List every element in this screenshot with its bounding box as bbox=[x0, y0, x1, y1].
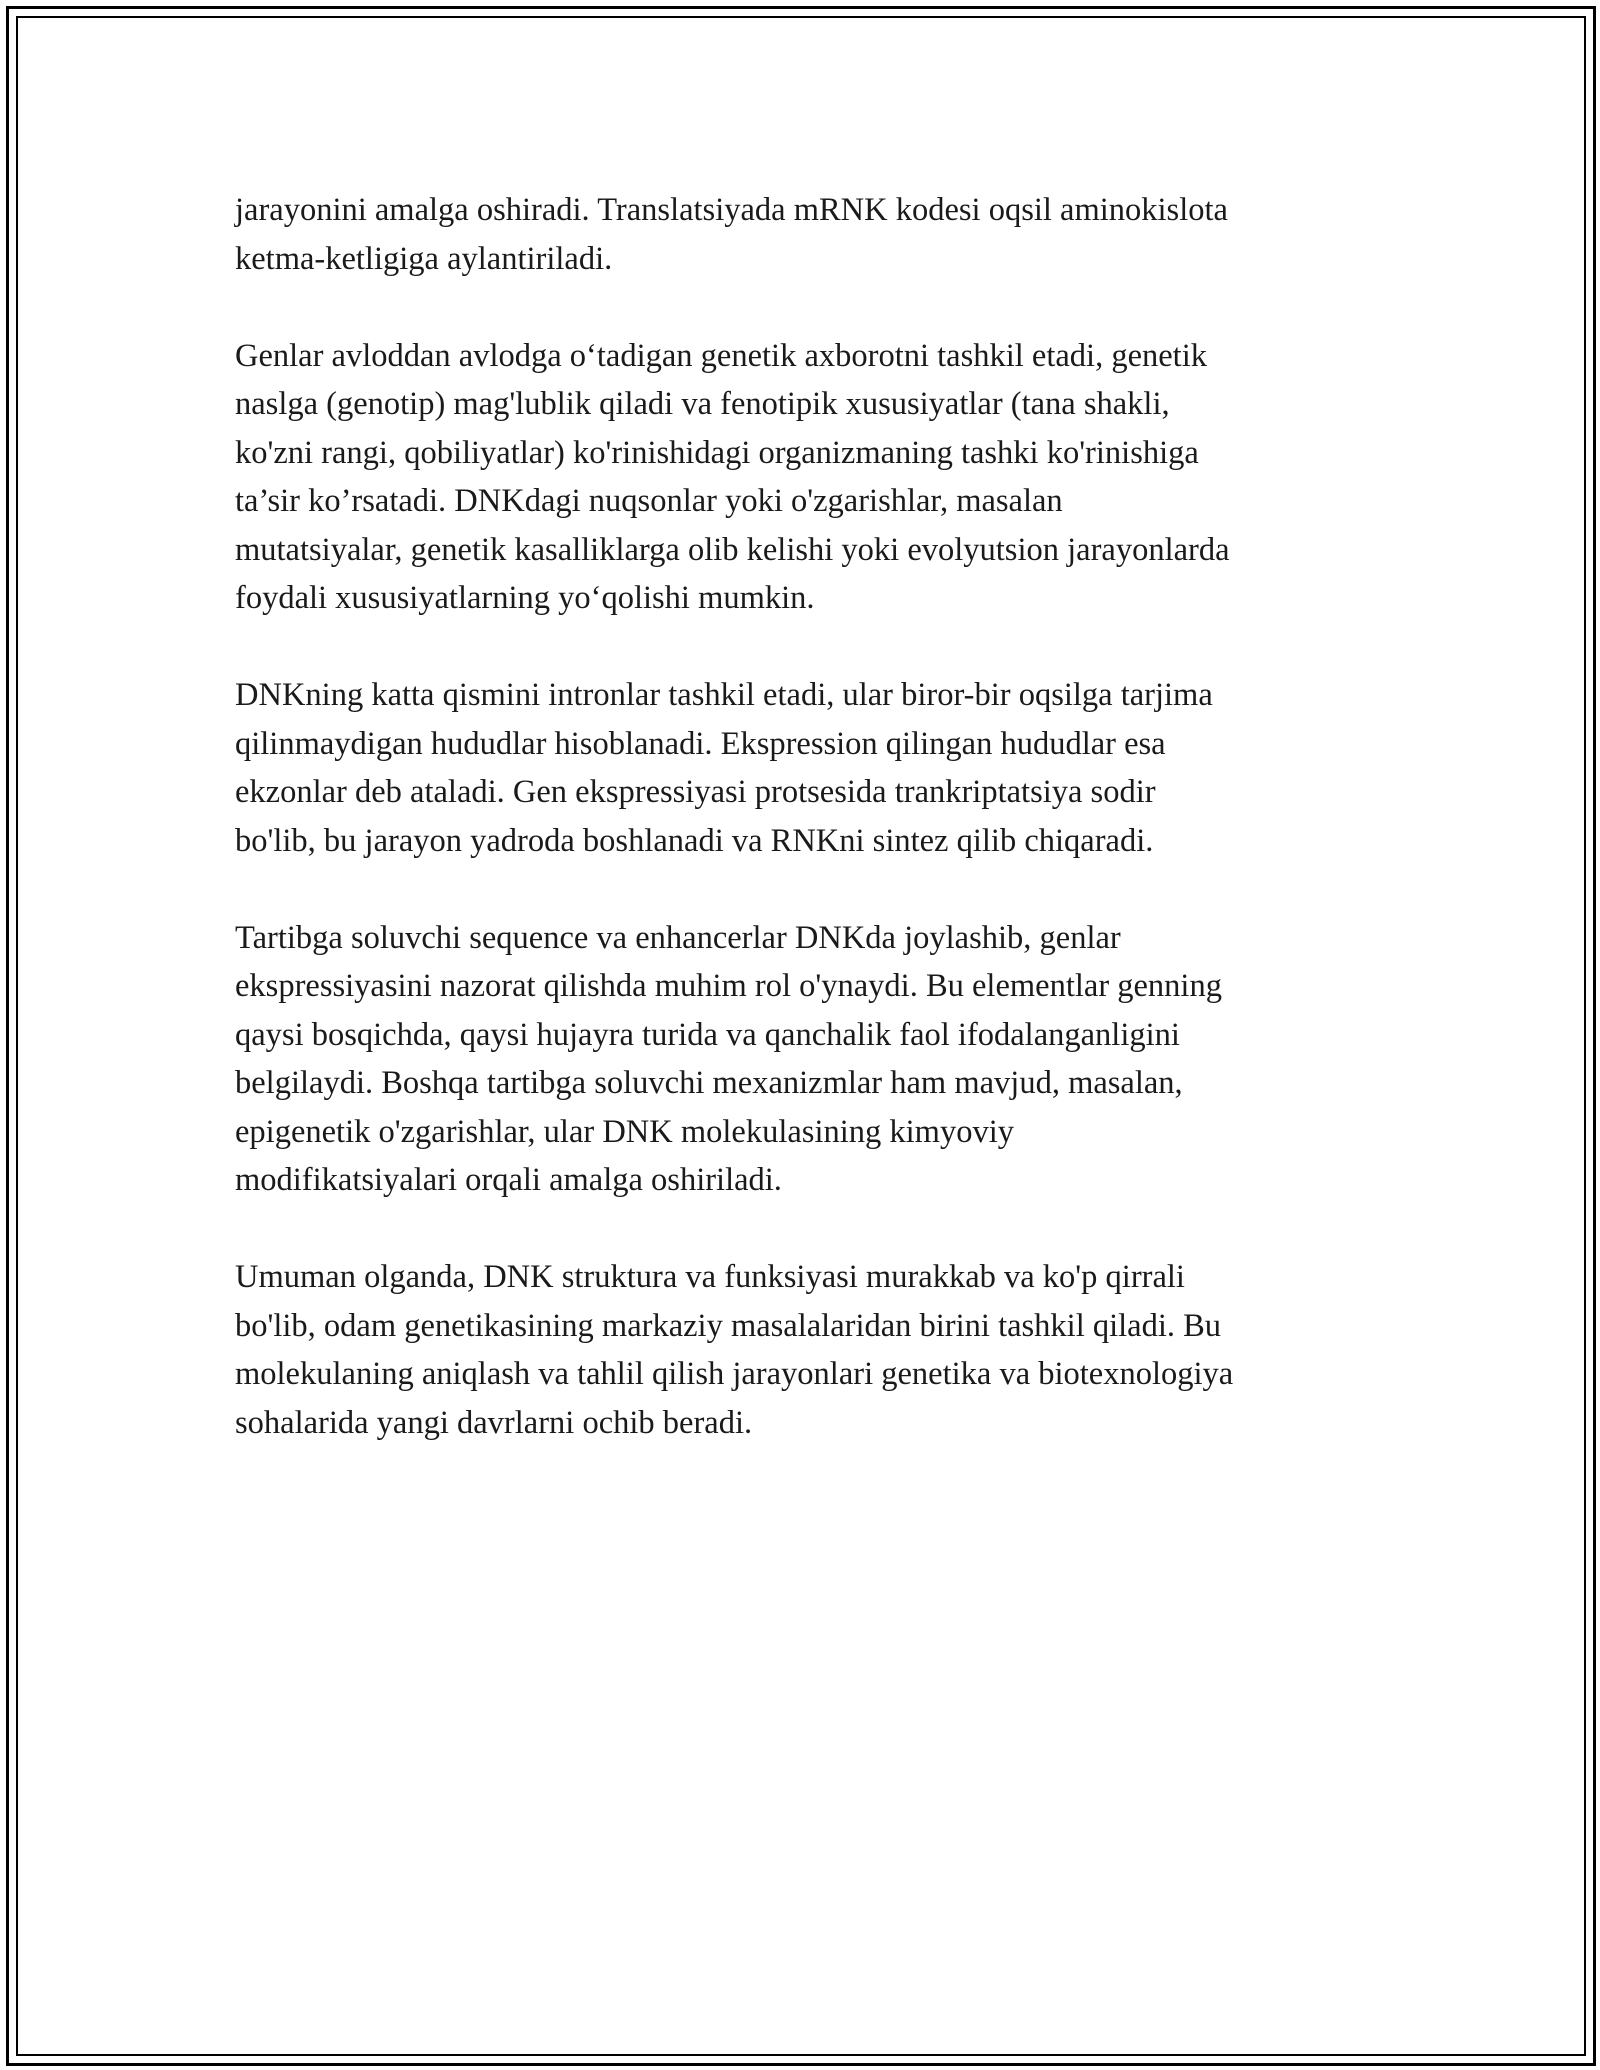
text-line: ekzonlar deb ataladi. Gen ekspressiyasi protsesida trankriptatsiya sodir bbox=[235, 774, 1156, 810]
text-line: ketma-ketligiga aylantiriladi. bbox=[235, 240, 613, 277]
text-line: qilinmaydigan hududlar hisoblanadi. Ekspression qilingan hududlar esa bbox=[235, 725, 1166, 762]
text-line: Umuman olganda, DNK struktura va funksiyasi murakkab va ko'p qirrali bbox=[235, 1259, 1185, 1295]
text-line: ekspressiyasini nazorat qilishda muhim rol o'ynaydi. Bu elementlar genning bbox=[235, 968, 1222, 1004]
paragraph-4 bbox=[235, 914, 1375, 1205]
text-line: modifikatsiyalari orqali amalga oshiriladi. bbox=[235, 1162, 782, 1198]
paragraph-2 bbox=[235, 332, 1375, 623]
text-line: bo'lib, bu jarayon yadroda boshlanadi va RNKni sintez qilib chiqaradi. bbox=[235, 822, 1154, 859]
text-line: foydali xususiyatlarning yo‘qolishi mumkin. bbox=[235, 580, 815, 616]
paragraph-1 bbox=[235, 186, 1375, 283]
text-line: ta’sir ko’rsatadi. DNKdagi nuqsonlar yoki o'zgarishlar, masalan bbox=[235, 483, 1063, 519]
text-line: Tartibga soluvchi sequence va enhancerlar DNKda joylashib, genlar bbox=[235, 919, 1121, 956]
text-line: DNKning katta qismini intronlar tashkil etadi, ular biror-bir oqsilga tarjima bbox=[235, 677, 1213, 713]
paragraph-5 bbox=[235, 1253, 1375, 1447]
text-line: mutatsiyalar, genetik kasalliklarga olib kelishi yoki evolyutsion jarayonlarda bbox=[235, 531, 1230, 568]
text-line: sohalarida yangi davrlarni ochib beradi. bbox=[235, 1404, 753, 1441]
text-line: naslga (genotip) mag'lublik qiladi va fenotipik xususiyatlar (tana shakli, bbox=[235, 386, 1170, 422]
text-line: ko'zni rangi, qobiliyatlar) ko'rinishidagi organizmaning tashki ko'rinishiga bbox=[235, 434, 1199, 471]
text-line: bo'lib, odam genetikasining markaziy masalalaridan birini tashkil qiladi. Bu bbox=[235, 1307, 1222, 1344]
text-line: qaysi bosqichda, qaysi hujayra turida va qanchalik faol ifodalanganligini bbox=[235, 1016, 1180, 1053]
text-line: jarayonini amalga oshiradi. Translatsiyada mRNK kodesi oqsil aminokislota bbox=[235, 192, 1228, 228]
text-line: molekulaning aniqlash va tahlil qilish jarayonlari genetika va biotexnologiya bbox=[235, 1356, 1234, 1392]
text-line: epigenetik o'zgarishlar, ular DNK molekulasining kimyoviy bbox=[235, 1113, 1014, 1150]
text-line: belgilaydi. Boshqa tartibga soluvchi mexanizmlar ham mavjud, masalan, bbox=[235, 1065, 1183, 1101]
paragraph-3 bbox=[235, 671, 1375, 865]
document-body bbox=[235, 186, 1375, 1496]
text-line: Genlar avloddan avlodga o‘tadigan genetik axborotni tashkil etadi, genetik bbox=[235, 337, 1207, 374]
